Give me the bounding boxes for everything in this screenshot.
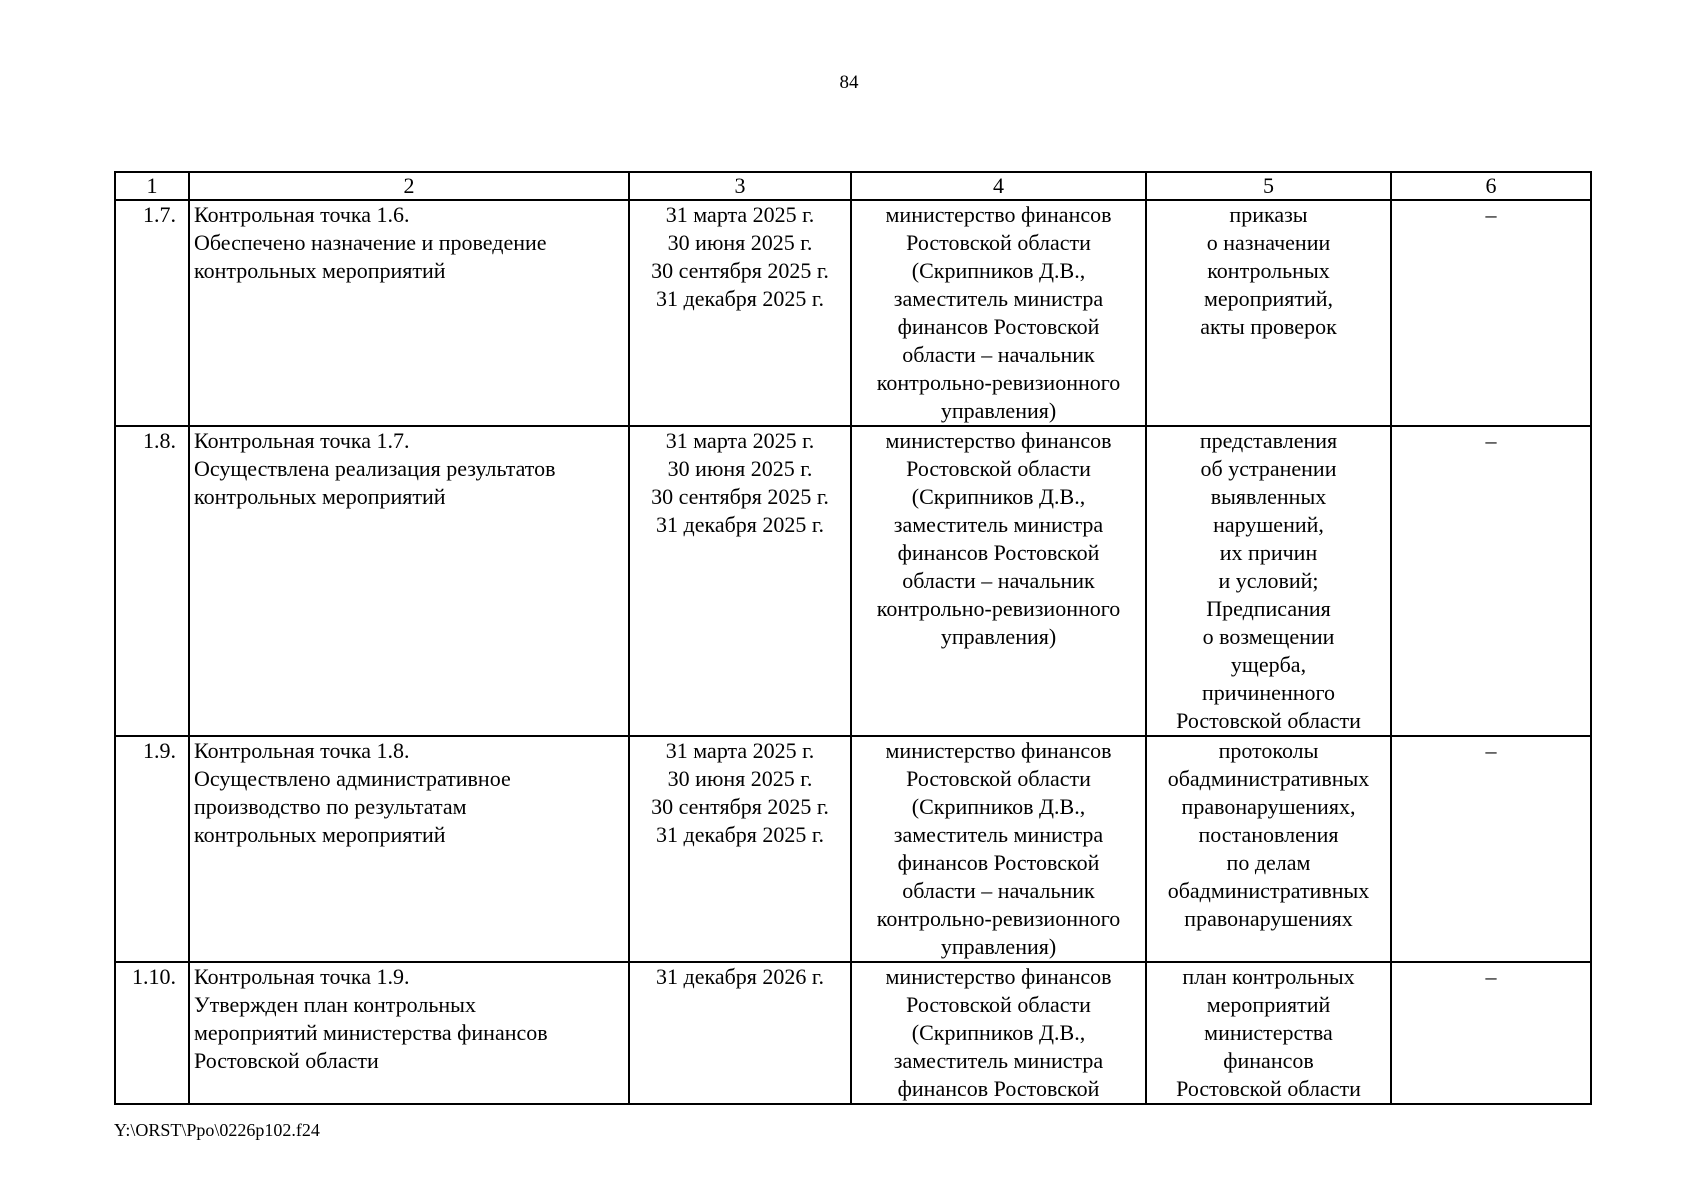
deadline-dates: 31 марта 2025 г. 30 июня 2025 г. 30 сентября 2025 г. 31 декабря 2025 г. xyxy=(629,200,851,426)
table-row xyxy=(115,962,1591,1104)
control-point-name: Контрольная точка 1.9. Утвержден план контрольных мероприятий министерства финансов Ростовской области xyxy=(189,962,629,1104)
column-header-6: 6 xyxy=(1391,172,1591,200)
control-point-name: Контрольная точка 1.6. Обеспечено назначение и проведение контрольных мероприятий xyxy=(189,200,629,426)
responsible-executor: министерство финансов Ростовской области (Скрипников Д.В., заместитель министра финансов Ростовской области – начальник контрольно-ревизионного управления) xyxy=(851,200,1146,426)
deadline-dates: 31 марта 2025 г. 30 июня 2025 г. 30 сентября 2025 г. 31 декабря 2025 г. xyxy=(629,426,851,736)
row-number: 1.9. xyxy=(115,736,189,962)
control-points-table xyxy=(114,171,1592,1105)
confirming-document: представления об устранении выявленных нарушений, их причин и условий; Предписания о возмещении ущерба, причиненного Ростовской области xyxy=(1146,426,1391,736)
row-number: 1.10. xyxy=(115,962,189,1104)
column-header-3: 3 xyxy=(629,172,851,200)
responsible-executor: министерство финансов Ростовской области (Скрипников Д.В., заместитель министра финансов Ростовской xyxy=(851,962,1146,1104)
control-point-name: Контрольная точка 1.8. Осуществлено административное производство по результатам контрольных мероприятий xyxy=(189,736,629,962)
table-row xyxy=(115,200,1591,426)
responsible-executor: министерство финансов Ростовской области (Скрипников Д.В., заместитель министра финансов Ростовской области – начальник контрольно-ревизионного управления) xyxy=(851,426,1146,736)
column-header-2: 2 xyxy=(189,172,629,200)
table-row xyxy=(115,736,1591,962)
table-header-row xyxy=(115,172,1591,200)
page-number: 84 xyxy=(839,72,859,93)
column-header-4: 4 xyxy=(851,172,1146,200)
note-cell: – xyxy=(1391,962,1591,1104)
deadline-dates: 31 декабря 2026 г. xyxy=(629,962,851,1104)
confirming-document: план контрольных мероприятий министерства финансов Ростовской области xyxy=(1146,962,1391,1104)
control-point-name: Контрольная точка 1.7. Осуществлена реализация результатов контрольных мероприятий xyxy=(189,426,629,736)
note-cell: – xyxy=(1391,200,1591,426)
footer-file-path: Y:\ORST\Ppo\0226p102.f24 xyxy=(114,1120,320,1140)
row-number: 1.7. xyxy=(115,200,189,426)
confirming-document: протоколы обадминистративных правонарушениях, постановления по делам обадминистративных правонарушениях xyxy=(1146,736,1391,962)
responsible-executor: министерство финансов Ростовской области (Скрипников Д.В., заместитель министра финансов Ростовской области – начальник контрольно-ревизионного управления) xyxy=(851,736,1146,962)
note-cell: – xyxy=(1391,426,1591,736)
confirming-document: приказы о назначении контрольных мероприятий, акты проверок xyxy=(1146,200,1391,426)
deadline-dates: 31 марта 2025 г. 30 июня 2025 г. 30 сентября 2025 г. 31 декабря 2025 г. xyxy=(629,736,851,962)
column-header-5: 5 xyxy=(1146,172,1391,200)
note-cell: – xyxy=(1391,736,1591,962)
table-row xyxy=(115,426,1591,736)
row-number: 1.8. xyxy=(115,426,189,736)
column-header-1: 1 xyxy=(115,172,189,200)
